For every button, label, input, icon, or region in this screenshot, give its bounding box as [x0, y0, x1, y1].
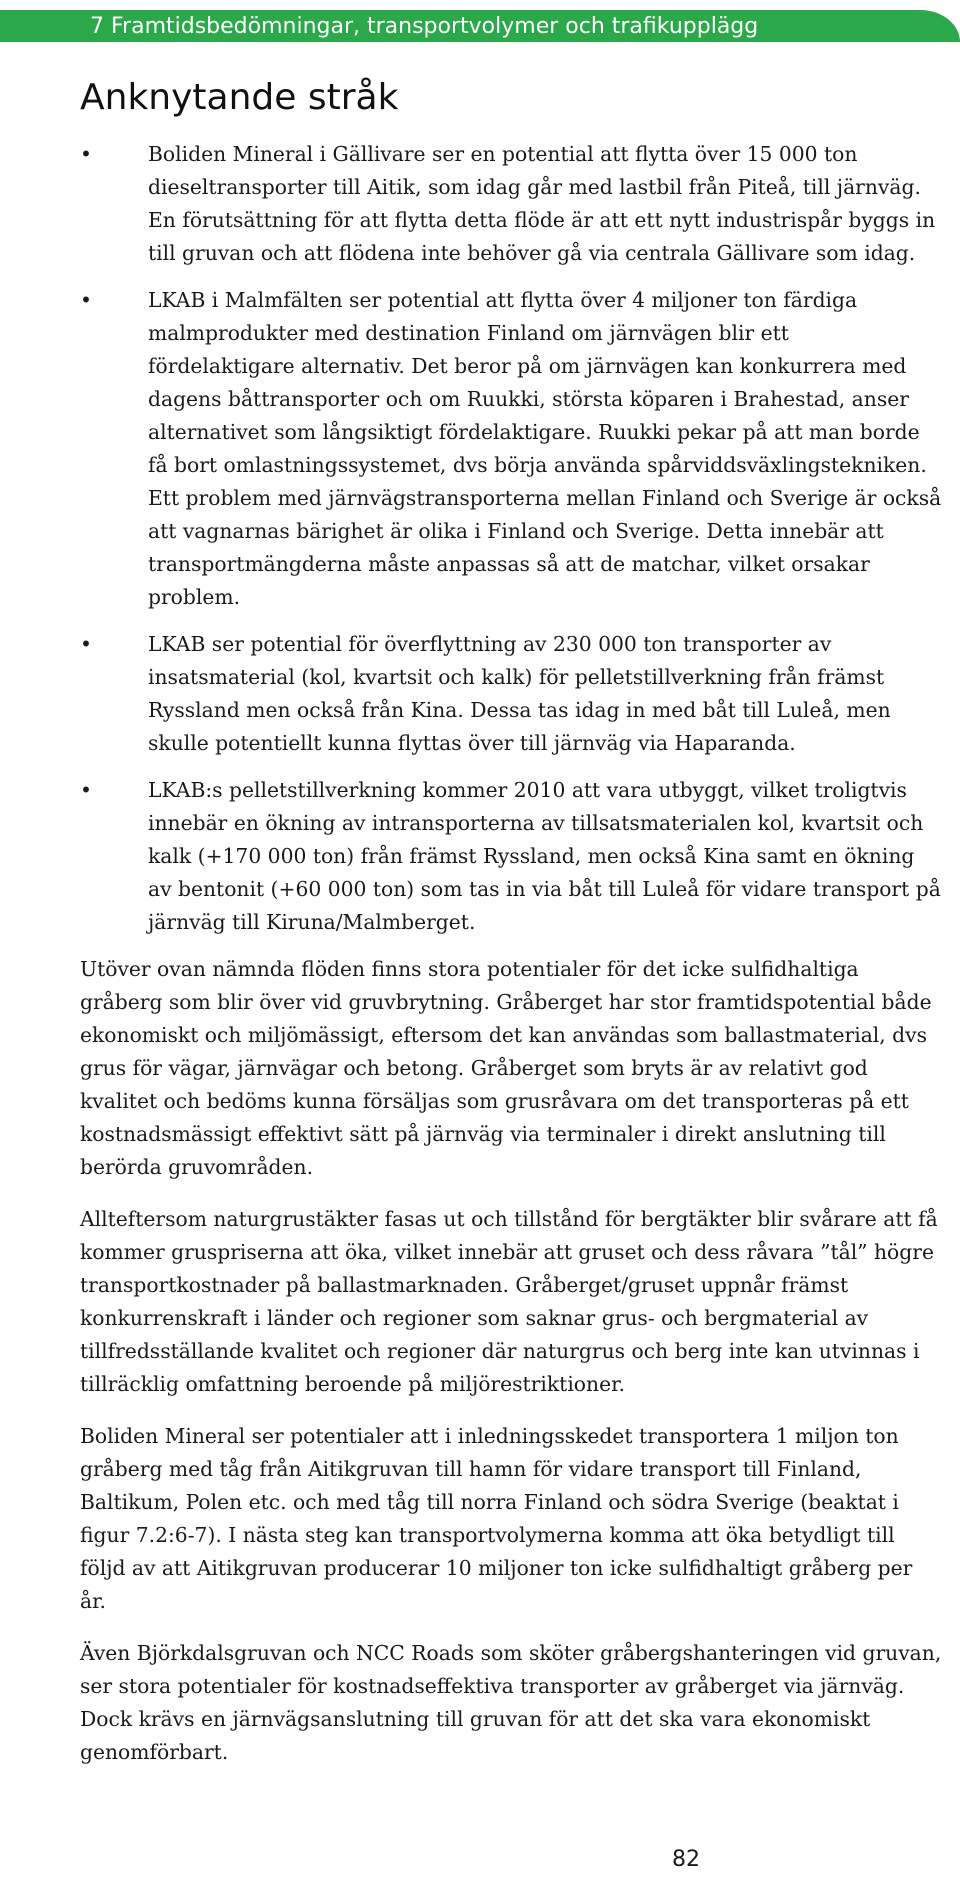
bullet-icon: •	[80, 142, 92, 166]
bullet-text: Boliden Mineral i Gällivare ser en potential att flytta över 15 000 ton dieseltransporter till Aitik, som idag går med lastbil från Piteå, till järnväg. En förutsättning för att flytta detta flöde är att ett nytt industrispår byggs in till gruvan och att flödena inte behöver gå via centrala Gällivare som idag.	[148, 142, 936, 265]
list-item	[80, 138, 942, 270]
list-item	[80, 628, 942, 760]
list-item	[80, 284, 942, 614]
bullet-text: LKAB:s pelletstillverkning kommer 2010 att vara utbyggt, vilket troligtvis innebär en ökning av intransporterna av tillsatsmaterialen kol, kvartsit och kalk (+170 000 ton) från främst Ryssland, men också Kina samt en ökning av bentonit (+60 000 ton) som tas in via båt till Luleå för vidare transport på järnväg till Kiruna/Malmberget.	[148, 778, 941, 934]
paragraph: Allteftersom naturgrustäkter fasas ut och tillstånd för bergtäkter blir svårare att få kommer gruspriserna att öka, vilket innebär att gruset och dess råvara ”tål” högre transportkostnader på ballastmarknaden. Gråberget/gruset uppnår främst konkurrenskraft i länder och regioner som saknar grus- och bergmaterial av tillfredsställande kvalitet och regioner där naturgrus och berg inte kan utvinnas i tillräcklig omfattning beroende på miljörestriktioner.	[80, 1207, 938, 1396]
paragraph: Boliden Mineral ser potentialer att i inledningsskedet transportera 1 miljon ton gråberg med tåg från Aitikgruvan till hamn för vidare transport till Finland, Baltikum, Polen etc. och med tåg till norra Finland och södra Sverige (beaktat i figur 7.2:6-7). I nästa steg kan transportvolymerna komma att öka betydligt till följd av att Aitikgruvan producerar 10 miljoner ton icke sulfidhaltigt gråberg per år.	[80, 1424, 913, 1613]
bullet-text: LKAB ser potential för överflyttning av 230 000 ton transporter av insatsmaterial (kol, kvartsit och kalk) för pelletstillverkning från främst Ryssland men också från Kina. Dessa tas idag in med båt till Luleå, men skulle potentiellt kunna flyttas över till järnväg via Haparanda.	[148, 632, 891, 755]
paragraph: Även Björkdalsgruvan och NCC Roads som sköter gråbergshanteringen vid gruvan, ser stora potentialer för kostnadseffektiva transporter av gråberget via järnväg. Dock krävs en järnvägsanslutning till gruvan för att det ska vara ekonomiskt genomförbart.	[80, 1641, 942, 1764]
section-title: Anknytande stråk	[80, 77, 399, 118]
page-number: 82	[672, 1847, 700, 1872]
chapter-title: 7 Framtidsbedömningar, transportvolymer och trafikupplägg	[90, 14, 759, 39]
list-item	[80, 774, 942, 939]
bullet-list	[80, 138, 942, 939]
bullet-icon: •	[80, 778, 92, 802]
document-body	[80, 138, 942, 1788]
bullet-icon: •	[80, 632, 92, 656]
paragraph: Utöver ovan nämnda flöden finns stora potentialer för det icke sulfidhaltiga gråberg som blir över vid gruvbrytning. Gråberget har stor framtidspotential både ekonomiskt och miljömässigt, eftersom det kan användas som ballastmaterial, dvs grus för vägar, järnvägar och betong. Gråberget som bryts är av relativt god kvalitet och bedöms kunna försäljas som grusråvara om det transporteras på ett kostnadsmässigt effektivt sätt på järnväg via terminaler i direkt anslutning till berörda gruvområden.	[80, 957, 932, 1179]
bullet-text: LKAB i Malmfälten ser potential att flytta över 4 miljoner ton färdiga malmprodukter med destination Finland om järnvägen blir ett fördelaktigare alternativ. Det beror på om järnvägen kan konkurrera med dagens båttransporter och om Ruukki, största köparen i Brahestad, anser alternativet som långsiktigt fördelaktigare. Ruukki pekar på att man borde få bort omlastningssystemet, dvs börja använda spårviddsväxlingstekniken. Ett problem med järnvägstransporterna mellan Finland och Sverige är också att vagnarnas bärighet är olika i Finland och Sverige. Detta innebär att transportmängderna måste anpassas så att de matchar, vilket orsakar problem.	[148, 288, 942, 609]
bullet-icon: •	[80, 288, 92, 312]
